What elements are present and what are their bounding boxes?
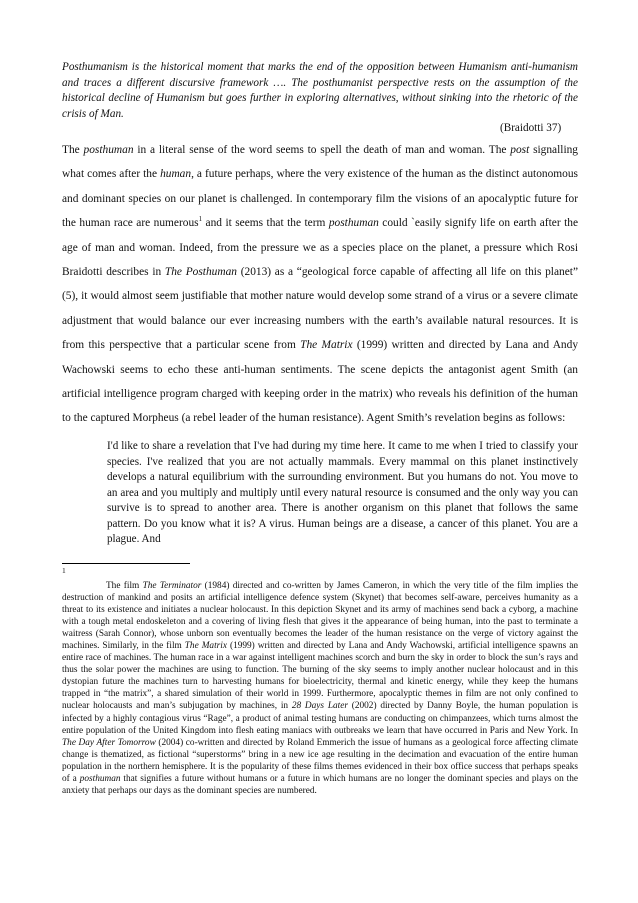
text-run: (2002) directed by Danny Boyle, the human population is infected by a highly contagious virus “Rage”, a product of animal testing humans are conducting on chimpanzees, which turns almost the entire population of the United Kingdom into flesh eating maniacs with outbreaks we learn that have occurred in Paris and New York. In [62, 701, 578, 736]
epigraph-quote [62, 60, 578, 122]
epigraph-citation: (Braidotti 37) [500, 122, 562, 134]
emphasis-posthuman: posthuman [83, 144, 134, 156]
text-run: and it seems that the term [202, 217, 329, 230]
emphasis-posthuman: posthuman [79, 773, 121, 784]
emphasis-post: post [510, 144, 530, 156]
film-title: The Matrix [300, 339, 353, 352]
book-title: The Posthuman [164, 266, 237, 279]
text-run: (1984) directed and co-written by James Cameron, in which the very title of the film implies the destruction of mankind and posits an artificial intelligence defence system (Skynet) that becomes self-aware, perceives humanity as a threat to its existence and initiates a nuclear holocaust. In this depiction Skynet and its army of machines send back a cyborg, a machine with a tough metal endoskeleton and a covering of living flesh that gives it the appearance of being human, into the past to terminate a waitress (Sarah Connor), whose unborn son eventually becomes the leader of the human resistance on the verge of victory against the machines. Similarly, in the film [62, 581, 578, 652]
footnote-text [62, 580, 578, 797]
footnote-reference[interactable]: 1 [198, 215, 203, 224]
film-title: 28 Days Later [291, 701, 348, 712]
text-run: (2004) co-written and directed by Roland Emmerich the issue of humans as a geological force affecting climate change is thematized, as fictional “superstorms” bring in a new ice age resulting in the decimation and evacuation of the entire human population in the northern hemisphere. It is the popularity of these films themes evidenced in their box office success that perhaps speaks of a [62, 737, 578, 784]
text-run: that signifies a future without humans or a future in which humans are no longer the dominant species and plays on the anxiety that perhaps our days as the dominant species are numbered. [62, 773, 578, 796]
text-run: (1999) written and directed by Lana and Andy Wachowski, artificial intelligence spawns an entire race of machines. The human race in a war against intelligent machines scorch and burn the sky in order to block the sun’s rays and thus the solar power the machines are using to function. The burning of the sky seems to imply another nuclear holocaust and in this dystopian future the machines turn to harvesting humans for bioelectricity, thermal and kinetic energy, while they keep the humans trapped in “the matrix”, a shared simulation of their world in 1999. Furthermore, apocalyptic themes in film are not only confined to nuclear holocausts and man’s subjugation by machines, in [62, 641, 578, 712]
text-run: , a future perhaps, where the very existence of the human as the distinct autonomous and dominant species on our planet is challenged. In contemporary film the visions of an apocalyptic future for the human race are numerous [62, 168, 578, 230]
epigraph-text: Posthumanism is the historical moment that marks the end of the opposition between Humanism anti-humanism and traces a different discursive framework …. The posthumanist perspective rests on the assumption of the historical decline of Humanism but goes further in exploring alternatives, without sinking into the rhetoric of the crisis of Man. [62, 61, 578, 120]
text-run: The [62, 144, 84, 156]
film-title: The Terminator [142, 581, 202, 591]
text-run: (2013) as a “geological force capable of affecting all life on this planet” (5), it would almost seem justifiable that mother nature would develop some strand of a virus or a severe climate adjustment that would balance our ever increasing numbers with the earth’s available natural resources. It is from this perspective that a particular scene from [62, 266, 579, 352]
block-quote: I'd like to share a revelation that I've had during my time here. It came to me when I tried to classify your species. I've realized that you are not actually mammals. Every mammal on this planet instinctively develops a natural equilibrium with the surrounding environment. But you humans do not. You move to an area and you multiply and multiply until every natural resource is consumed and the only way you can survive is to spread to another area. There is another organism on this planet that follows the same pattern. Do you know what it is? A virus. Human beings are a disease, a cancer of this planet. You are a plague. And [107, 440, 578, 545]
emphasis-human: human [160, 168, 192, 181]
footnote-separator [62, 563, 190, 564]
text-run: (1999) written and directed by Lana and Andy Wachowski seems to echo these anti-human sentiments. The scene depicts the antagonist agent Smith (an artificial intelligence program charged with keeping order in the matrix) who reveals his definition of the human to the captured Morpheus (a rebel leader of the human resistance). Agent Smith’s revelation begins as follows: [62, 339, 579, 425]
text-run: could `easily signify life on earth after the age of man and woman. Indeed, from the pressure we as a species place on the planet, a pressure which Rosi Braidotti describes in [62, 217, 579, 279]
paragraph-text [62, 138, 578, 431]
text-run: The film [106, 581, 143, 591]
text-run: signalling what comes after the [62, 144, 579, 181]
film-title: The Matrix [184, 641, 227, 652]
body-paragraph [62, 138, 578, 431]
film-title: The Day After Tomorrow [62, 737, 156, 748]
emphasis-posthuman: posthuman [328, 217, 379, 230]
footnote-number: 1 [62, 566, 66, 575]
text-run: in a literal sense of the word seems to spell the death of man and woman. The [133, 144, 511, 156]
